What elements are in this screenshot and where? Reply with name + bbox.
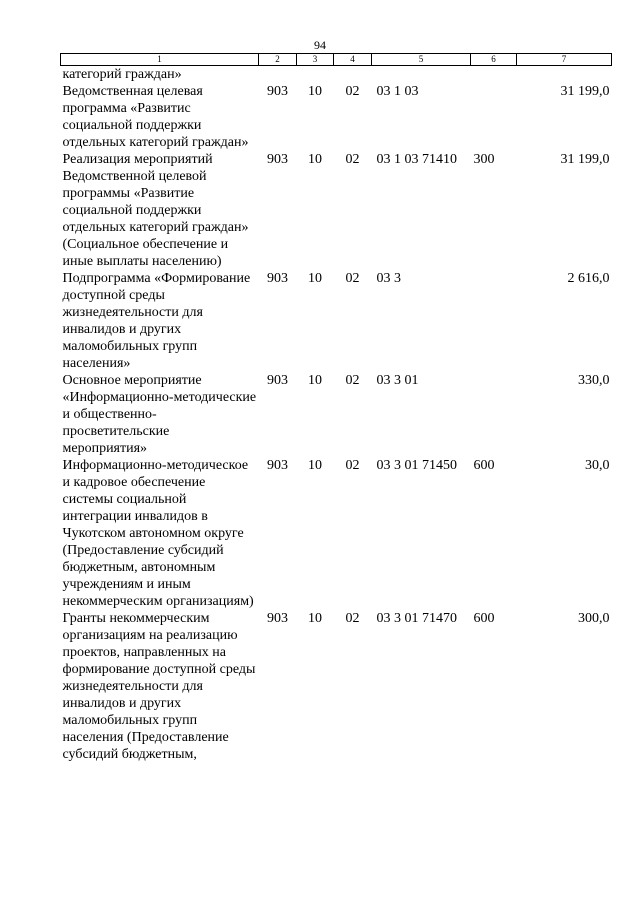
cell-name: категорий граждан»	[62, 67, 182, 82]
cell-expense-type	[471, 83, 517, 151]
cell-expense-type: 600	[473, 611, 495, 626]
cell-amount: 31 199,0	[560, 84, 610, 99]
cell-target-article	[372, 66, 471, 84]
cell-ministry-code	[259, 66, 297, 84]
cell-expense-type	[471, 270, 517, 372]
cell-amount: 2 616,0	[567, 271, 610, 286]
budget-table	[60, 53, 612, 763]
cell-section-code: 10	[308, 152, 322, 167]
cell-target-article: 03 3 01	[376, 373, 419, 388]
cell-ministry-code: 903	[267, 271, 288, 286]
cell-section-code	[297, 66, 334, 84]
cell-name: Подпрограмма «Формирование доступной среды жизнедеятельности для инвалидов и других маломобильных групп населения»	[62, 271, 251, 371]
cell-section-code: 10	[308, 271, 322, 286]
cell-name: Информационно-методическое и кадровое обеспечение системы социальной интеграции инвалидов в Чукотском автономном округе (Предоставление субсидий бюджетным, автономным учреждениям и иным некоммерческим организациям)	[62, 458, 254, 609]
cell-subsection-code	[334, 66, 372, 84]
cell-amount: 300,0	[578, 611, 610, 626]
cell-amount: 30,0	[585, 458, 610, 473]
cell-name: Реализация мероприятий Ведомственной целевой программы «Развитие социальной поддержки отдельных категорий граждан» (Социальное обеспечение и иные выплаты населению)	[62, 152, 249, 269]
table-row	[61, 83, 612, 151]
cell-ministry-code: 903	[267, 458, 288, 473]
cell-section-code: 10	[308, 84, 322, 99]
cell-section-code: 10	[308, 458, 322, 473]
table-row	[61, 372, 612, 457]
cell-target-article: 03 3 01 71450	[376, 458, 457, 473]
cell-target-article: 03 1 03	[376, 84, 419, 99]
header-col-2: 2	[259, 54, 297, 66]
cell-amount: 31 199,0	[560, 152, 610, 167]
cell-subsection-code: 02	[345, 271, 360, 286]
cell-name: Гранты некоммерческим организациям на реализацию проектов, направленных на формирование доступной среды жизнедеятельности для инвалидов и других маломобильных групп населения (Предоставление субсидий бюджетным,	[62, 611, 256, 762]
cell-target-article: 03 1 03 71410	[376, 152, 457, 167]
table-body	[61, 66, 612, 764]
cell-amount	[517, 66, 612, 84]
cell-subsection-code: 02	[345, 84, 360, 99]
cell-name: Основное мероприятие «Информационно-методические и общественно-просветительские мероприятия»	[62, 373, 257, 456]
cell-subsection-code: 02	[345, 458, 360, 473]
table-row	[61, 270, 612, 372]
cell-expense-type: 300	[473, 152, 495, 167]
cell-amount: 330,0	[578, 373, 610, 388]
table-row	[61, 151, 612, 270]
cell-section-code: 10	[308, 611, 322, 626]
cell-subsection-code: 02	[345, 611, 360, 626]
cell-name: Ведомственная целевая программа «Развитис социальной поддержки отдельных категорий граждан»	[62, 84, 249, 150]
cell-ministry-code: 903	[267, 84, 288, 99]
table-row	[61, 457, 612, 610]
header-col-5: 5	[372, 54, 471, 66]
cell-subsection-code: 02	[345, 373, 360, 388]
page-number: 94	[314, 38, 326, 52]
cell-subsection-code: 02	[345, 152, 360, 167]
cell-expense-type	[471, 372, 517, 457]
cell-ministry-code: 903	[267, 611, 288, 626]
table-header	[61, 54, 612, 66]
header-col-4: 4	[334, 54, 372, 66]
cell-target-article: 03 3 01 71470	[376, 611, 457, 626]
cell-expense-type: 600	[473, 458, 495, 473]
table-row	[61, 66, 612, 84]
cell-section-code: 10	[308, 373, 322, 388]
header-col-6: 6	[471, 54, 517, 66]
cell-ministry-code: 903	[267, 373, 288, 388]
cell-target-article: 03 3	[376, 271, 401, 286]
cell-expense-type	[471, 66, 517, 84]
cell-ministry-code: 903	[267, 152, 288, 167]
header-col-7: 7	[517, 54, 612, 66]
table-row	[61, 610, 612, 763]
header-col-1: 1	[61, 54, 259, 66]
header-col-3: 3	[297, 54, 334, 66]
